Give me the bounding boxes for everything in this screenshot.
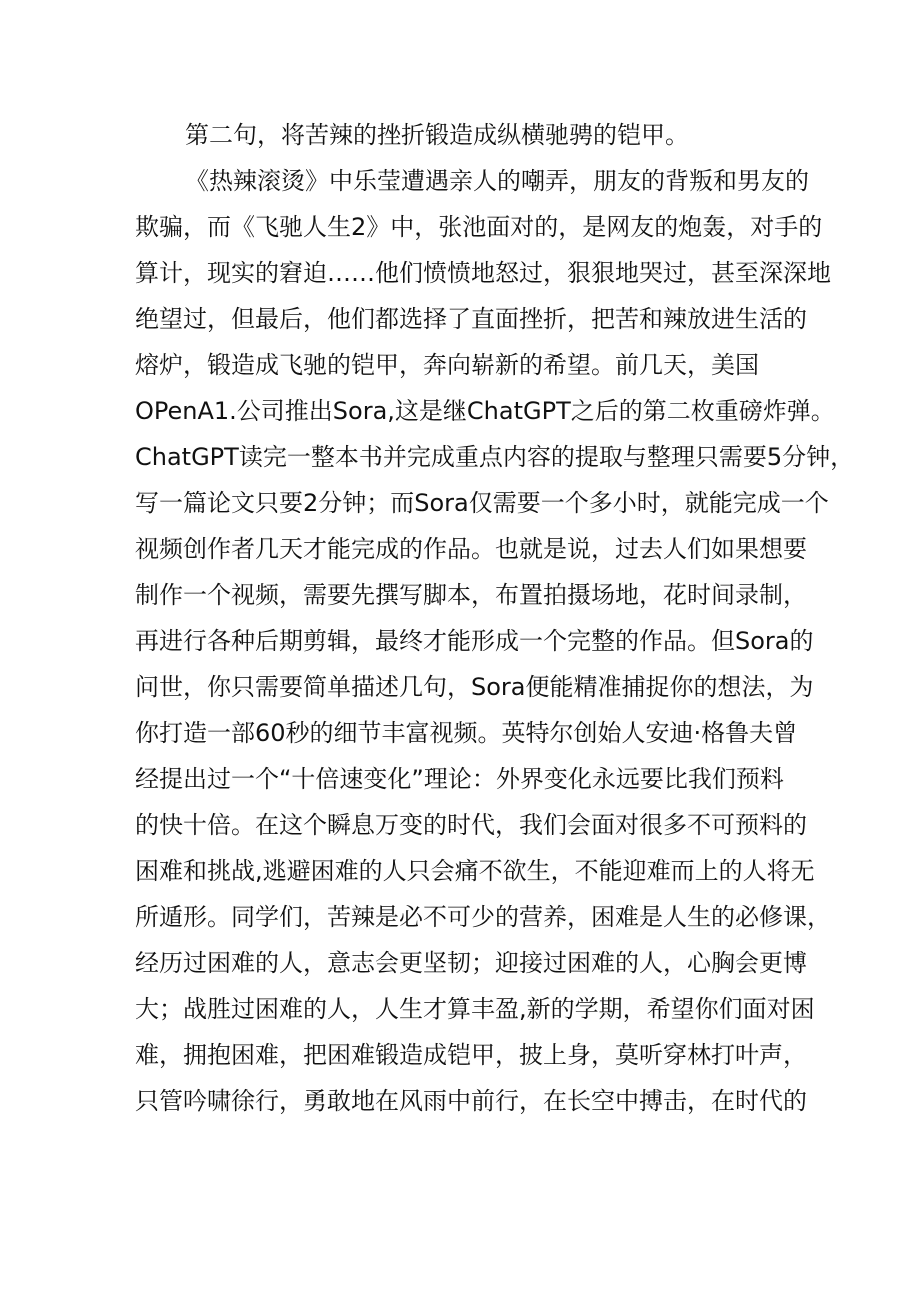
text-line: 制作一个视频，需要先撰写脚本，布置拍摄场地，花时间录制，: [135, 581, 807, 609]
text-line: 所遁形。同学们，苦辣是必不可少的营养，困难是人生的必修课，: [135, 903, 831, 931]
text-line: 你打造一部60秒的细节丰富视频。英特尔创始人安迪·格鲁夫曾: [135, 719, 798, 747]
text-line: 问世，你只需要简单描述几句，Sora便能精准捕捉你的想法，为: [135, 673, 814, 701]
text-line: OPenA1.公司推出Sora,这是继ChatGPT之后的第二枚重磅炸弹。: [135, 397, 835, 425]
text-line: 绝望过，但最后，他们都选择了直面挫折，把苦和辣放进生活的: [135, 305, 807, 333]
paragraph-first-line: 《热辣滚烫》中乐莹遭遇亲人的嘲弄，朋友的背叛和男友的: [185, 167, 809, 195]
text-line: 视频创作者几天才能完成的作品。也就是说，过去人们如果想要: [135, 535, 807, 563]
text-line: 再进行各种后期剪辑，最终才能形成一个完整的作品。但Sora的: [135, 627, 814, 655]
text-line: 大；战胜过困难的人，人生才算丰盈,新的学期，希望你们面对困: [135, 995, 815, 1023]
text-line: 的快十倍。在这个瞬息万变的时代，我们会面对很多不可预料的: [135, 811, 807, 839]
text-line: 欺骗，而《飞驰人生2》中，张池面对的，是网友的炮轰，对手的: [135, 213, 823, 241]
text-line: 经历过困难的人，意志会更坚韧；迎接过困难的人，心胸会更博: [135, 949, 807, 977]
text-line: 写一篇论文只要2分钟；而Sora仅需要一个多小时，就能完成一个: [135, 489, 829, 517]
text-line: 算计，现实的窘迫……他们愤愤地怒过，狠狠地哭过，甚至深深地: [135, 259, 831, 287]
text-line: 困难和挑战,逃避困难的人只会痛不欲生，不能迎难而上的人将无: [135, 857, 815, 885]
paragraph-heading-line: 第二句，将苦辣的挫折锻造成纵横驰骋的铠甲。: [185, 121, 689, 149]
text-line: 难，拥抱困难，把困难锻造成铠甲，披上身，莫听穿林打叶声，: [135, 1041, 807, 1069]
text-line: 只管吟啸徐行，勇敢地在风雨中前行，在长空中搏击，在时代的: [135, 1087, 807, 1115]
text-line: 经提出过一个“十倍速变化”理论：外界变化永远要比我们预料: [135, 765, 784, 793]
text-line: ChatGPT读完一整本书并完成重点内容的提取与整理只需要5分钟，: [135, 443, 855, 471]
body-text: [135, 112, 855, 1124]
text-line: 熔炉，锻造成飞驰的铠甲，奔向崭新的希望。前几天，美国: [135, 351, 759, 379]
